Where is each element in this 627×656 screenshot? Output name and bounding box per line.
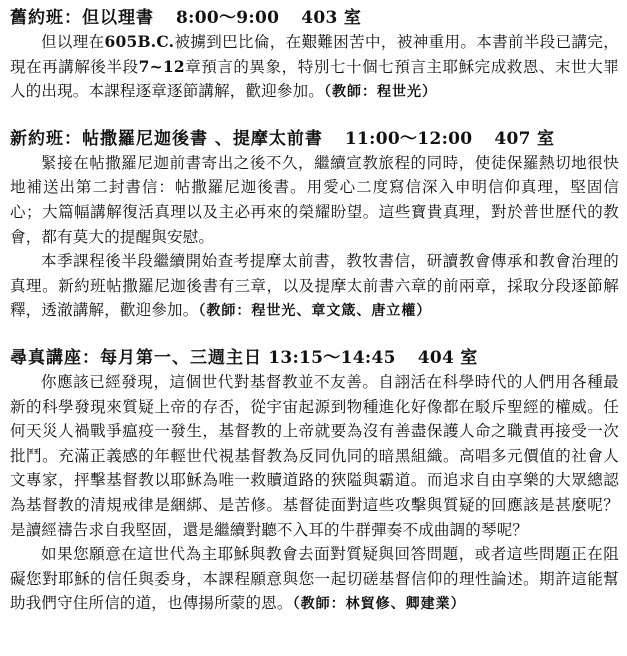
description-text: 但以理在: [41, 33, 105, 51]
description-date: 605B.C.: [104, 32, 175, 51]
course-old-testament: [10, 6, 619, 105]
teacher-credit: （教師：程世光）: [324, 84, 438, 101]
description-chapters: 7~12: [138, 56, 185, 76]
course-description: [10, 151, 619, 249]
course-room: 407 室: [494, 128, 555, 149]
description-text: 被擄到巴比倫，在艱難困苦中，被神重用。本書前半段已講完，現在再講解後半段: [10, 33, 619, 76]
description-text: 章預言的異象，特別七十個七預言主耶穌完成救恩、末世大罪人的出現。本課程逐章逐節講解，歡迎參加。: [10, 57, 619, 101]
course-title: 尋真講座：每月第一、三週主日: [10, 347, 262, 368]
course-heading: [10, 346, 619, 370]
description-text: 緊接在帖撒羅尼迦前書寄出之後不久，繼續宣教旅程的同時，使徒保羅熱切地很快地補送出第二封書信：帖撒羅尼迦後書。用愛心二度寫信深入申明信仰真理，堅固信心；大篇幅講解復活真理以及主必再來的榮耀盼望。這些寶貴真理，對於普世歷代的教會，都有莫大的提醒與安慰。: [10, 153, 619, 246]
course-description: [10, 542, 619, 617]
teacher-credit: （教師：林貿修、卿建業）: [292, 596, 466, 613]
course-room: 403 室: [301, 8, 362, 28]
course-new-testament: [10, 127, 619, 324]
course-heading: [10, 6, 619, 30]
course-room: 404 室: [417, 347, 478, 368]
course-time: 13:15～14:45: [268, 347, 396, 368]
course-description: [10, 370, 619, 542]
course-time: 8:00～9:00: [176, 8, 280, 28]
course-title: 舊約班：但以理書: [10, 8, 154, 28]
course-time: 11:00～12:00: [344, 128, 473, 149]
course-description: [10, 30, 619, 105]
course-heading: [10, 127, 619, 151]
description-text: 本季課程後半段繼續開始查考提摩太前書，教牧書信，研讀教會傳承和教會治理的真理。新約班帖撒羅尼迦後書有三章，以及提摩太前書六章的前兩章，採取分段逐節解釋，透澈講解，歡迎參加。: [10, 252, 619, 320]
course-seeking-truth: [10, 346, 619, 617]
course-description: [10, 249, 619, 324]
course-title: 新約班：帖撒羅尼迦後書 、提摩太前書: [10, 128, 323, 149]
description-text: 你應該已經發現，這個世代對基督教並不友善。自詡活在科學時代的人們用各種最新的科學發現來質疑上帝的存否，從宇宙起源到物種進化好像都在駁斥聖經的權威。任何天災人禍戰爭瘟疫一發生，基督教的上帝就要為沒有善盡保護人命之職責再接受一次批鬥。充滿正義感的年輕世代視基督教為反同仇同的暗黑組織。高唱多元價值的社會人文專家，抨擊基督教以耶穌為唯一救贖道路的狹隘與霸道。而追求自由享樂的大眾總認為基督教的清規戒律是綑綁、是苦修。基督徒面對這些攻擊與質疑的回應該是甚麼呢？是讀經禱告求自我堅固，還是繼續對聽不入耳的牛群彈奏不成曲調的琴呢？: [10, 372, 619, 539]
description-text: 如果您願意在這世代為主耶穌與教會去面對質疑與回答問題，或者這些問題正在阻礙您對耶穌的信任與委身，本課程願意與您一起切磋基督信仰的理性論述。期許這能幫助我們守住所信的道，也傳揚所蒙的恩。: [10, 545, 619, 613]
teacher-credit: （教師：程世光、章文箴、唐立權）: [198, 303, 432, 320]
